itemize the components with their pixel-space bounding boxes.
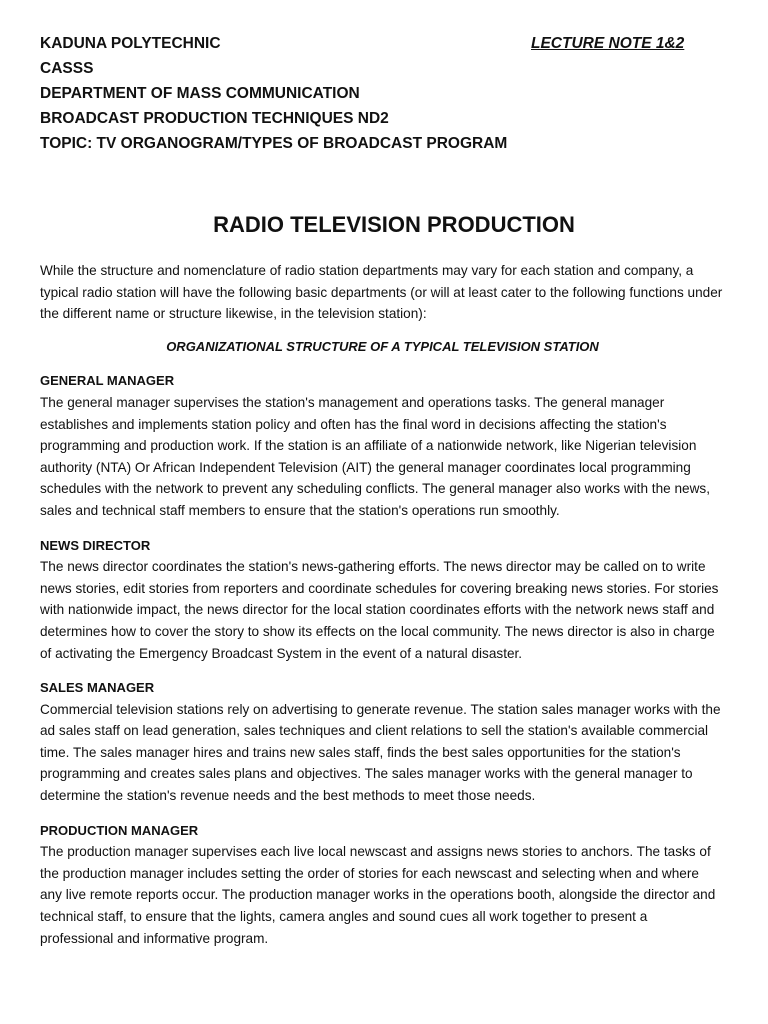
section-heading: GENERAL MANAGER [40, 373, 175, 389]
intro-paragraph: While the structure and nomenclature of radio station departments may vary for each station and company, a typical radio station will have the following basic departments (or will at least cater to the following functions under the different name or structure likewise, in the television station): [40, 263, 723, 322]
course-name: BROADCAST PRODUCTION TECHNIQUES ND2 [40, 110, 389, 127]
section-sales-manager [40, 677, 724, 807]
section-paragraph: The news director coordinates the station's news-gathering efforts. The news director may be called on to write news stories, edit stories from reporters and coordinate schedules for covering breaking news stories. For stories with nationwide impact, the news director for the local station coordinates efforts with the network news staff and determines how to cover the story to show its effects on the local community. The news director is also in charge of activating the Emergency Broadcast System in the event of a natural disaster. [40, 559, 719, 661]
document-title: RADIO TELEVISION PRODUCTION [213, 212, 575, 237]
institution-name: KADUNA POLYTECHNIC [40, 35, 221, 52]
section-paragraph: The general manager supervises the station's management and operations tasks. The general manager establishes and implements station policy and often has the final word in decisions affecting the station's programming and production work. If the station is an affiliate of a nationwide network, like Nigerian television authority (NTA) Or African Independent Television (AIT) the general manager coordinates local programming schedules with the network to prevent any scheduling conflicts. The general manager also works with the news, sales and technical staff members to ensure that the station's operations run smoothly. [40, 394, 710, 518]
section-heading: NEWS DIRECTOR [40, 537, 151, 553]
section-heading: PRODUCTION MANAGER [40, 822, 199, 838]
section-news-director [40, 535, 724, 665]
org-structure-heading: ORGANIZATIONAL STRUCTURE OF A TYPICAL TELEVISION STATION [166, 338, 599, 354]
lecture-note-label: LECTURE NOTE 1&2 [531, 35, 685, 52]
department-name: DEPARTMENT OF MASS COMMUNICATION [40, 85, 360, 102]
section-paragraph: Commercial television stations rely on advertising to generate revenue. The station sales manager works with the ad sales staff on lead generation, sales techniques and client relations to sell the station's available commercial time. The sales manager hires and trains new sales staff, finds the best sales opportunities for the station's programming and creates sales plans and objectives. The sales manager works with the general manager to determine the station's revenue needs and the best methods to meet those needs. [40, 701, 721, 804]
section-production-manager [40, 820, 724, 950]
section-paragraph: The production manager supervises each live local newscast and assigns news stories to anchors. The tasks of the production manager includes setting the order of stories for each newscast and selecting when and where any live remote reports occur. The production manager works in the operations booth, alongside the director and technical staff, to ensure that the lights, camera angles and sound cues all work together to present a professional and informative program. [40, 844, 716, 946]
section-heading: SALES MANAGER [40, 680, 155, 696]
school-name: CASSS [40, 60, 94, 77]
section-general-manager [40, 370, 724, 521]
header-row-institution [40, 31, 724, 56]
topic-line: TOPIC: TV ORGANOGRAM/TYPES OF BROADCAST PROGRAM [40, 135, 508, 152]
